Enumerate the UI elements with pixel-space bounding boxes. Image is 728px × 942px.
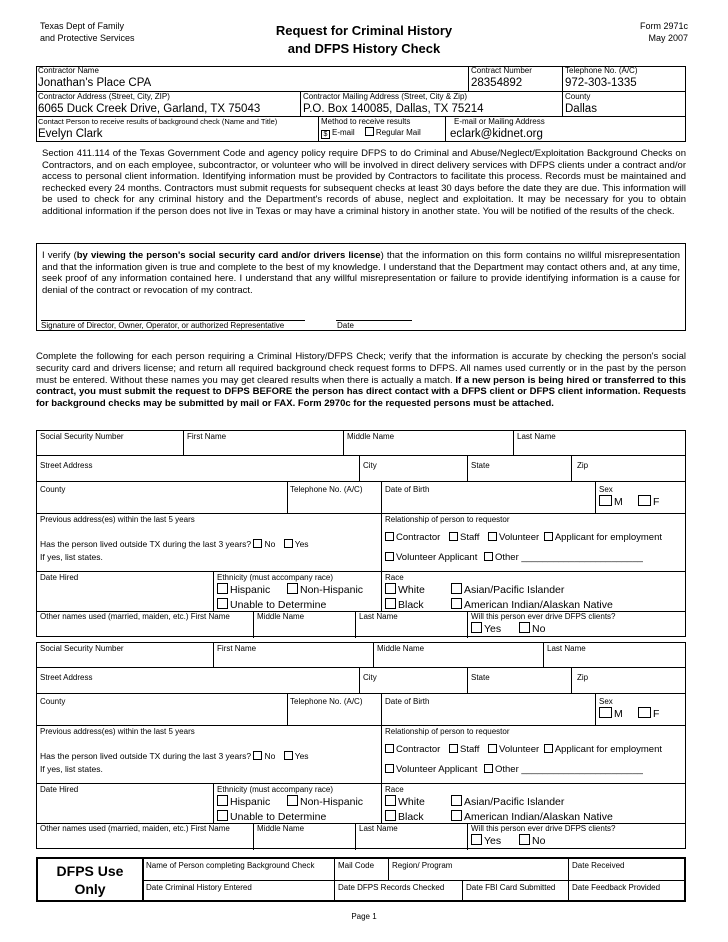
dfps-use-line-1: DFPS Use xyxy=(56,863,124,879)
volunteer-applicant-checkbox[interactable] xyxy=(385,764,394,773)
dfps-checked-label[interactable]: Date DFPS Records Checked xyxy=(338,883,445,892)
other-names-row[interactable] xyxy=(40,824,230,834)
non-hispanic-option[interactable] xyxy=(287,795,363,808)
row-divider xyxy=(142,880,684,881)
contact-person-value: Evelyn Clark xyxy=(38,128,103,140)
form-no: Form 2971c xyxy=(639,21,688,31)
results-address-value: eclark@kidnet.org xyxy=(450,128,543,140)
american-indian-label: American Indian/Alaskan Native xyxy=(464,599,613,611)
row-divider xyxy=(37,667,685,668)
state-label[interactable]: State xyxy=(471,673,490,682)
hispanic-label: Hispanic xyxy=(230,584,271,596)
other-checkbox[interactable] xyxy=(484,552,493,561)
contract-number-label: Contract Number xyxy=(471,66,532,75)
col-divider xyxy=(373,643,374,667)
contractor-name-value: Jonathan's Place CPA xyxy=(38,77,152,89)
asian-label: Asian/Pacific Islander xyxy=(464,584,565,596)
male-label: M xyxy=(614,496,623,508)
results-address-label: E-mail or Mailing Address xyxy=(454,117,545,126)
relationship-row-1 xyxy=(385,532,662,544)
verification-box xyxy=(36,243,686,331)
middle-name-label[interactable]: Middle Name xyxy=(377,644,425,653)
applicant-label: Applicant for employment xyxy=(554,744,663,755)
asian-checkbox[interactable] xyxy=(451,795,462,806)
drive-yes-label: Yes xyxy=(484,623,502,635)
regular-mail-option[interactable] xyxy=(365,128,421,137)
non-hispanic-option[interactable] xyxy=(287,583,363,596)
form-title xyxy=(0,22,728,58)
applicant-checkbox[interactable] xyxy=(544,744,553,753)
drive-yes-checkbox[interactable] xyxy=(471,834,482,845)
non-hispanic-label: Non-Hispanic xyxy=(300,584,364,596)
list-states-label[interactable]: If yes, list states. xyxy=(40,552,103,562)
date-label: Date xyxy=(337,321,354,330)
col-divider xyxy=(253,823,254,850)
contact-person-field[interactable] xyxy=(36,116,318,142)
dfps-use-line-2: Only xyxy=(74,881,106,897)
email-checkbox[interactable]: $ xyxy=(321,130,330,139)
city-label[interactable]: City xyxy=(363,673,377,682)
col-divider xyxy=(355,611,356,638)
sex-female-option[interactable] xyxy=(638,495,659,508)
american-indian-checkbox[interactable] xyxy=(451,810,462,821)
city-label[interactable]: City xyxy=(363,461,377,470)
relationship-row-2 xyxy=(385,764,643,776)
col-divider xyxy=(287,481,288,513)
staff-label: Staff xyxy=(460,744,480,755)
outside-no-checkbox[interactable] xyxy=(253,751,262,760)
sex-label: Sex xyxy=(599,697,613,706)
hispanic-option[interactable] xyxy=(217,795,270,808)
instructions xyxy=(36,351,686,410)
col-divider xyxy=(381,783,382,823)
street-label[interactable]: Street Address xyxy=(40,461,93,470)
contractor-phone-field[interactable] xyxy=(562,66,686,91)
female-checkbox[interactable] xyxy=(638,495,651,506)
col-divider xyxy=(213,571,214,611)
col-divider xyxy=(381,481,382,513)
row-divider xyxy=(37,513,685,514)
ssn-label[interactable]: Social Security Number xyxy=(40,432,124,441)
county-label[interactable]: County xyxy=(40,485,66,494)
last-name-label[interactable]: Last Name xyxy=(547,644,586,653)
black-checkbox[interactable] xyxy=(385,598,396,609)
col-divider xyxy=(467,667,468,693)
outside-tx-label: Has the person lived outside TX during the last 3 years? xyxy=(40,751,252,761)
ethnicity-label: Ethnicity (must accompany race) xyxy=(217,785,334,794)
white-label: White xyxy=(398,584,425,596)
previous-address-label[interactable]: Previous address(es) within the last 5 years xyxy=(40,515,195,524)
outside-no-checkbox[interactable] xyxy=(253,539,262,548)
contractor-phone-value: 972-303-1335 xyxy=(565,77,637,89)
method-field xyxy=(318,116,445,142)
outside-tx-label: Has the person lived outside TX during the last 3 years? xyxy=(40,539,252,549)
col-divider xyxy=(595,481,596,513)
contractor-box xyxy=(36,66,686,142)
american-indian-label: American Indian/Alaskan Native xyxy=(464,811,613,823)
volunteer-applicant-label: Volunteer Applicant xyxy=(396,552,478,563)
sex-male-option[interactable] xyxy=(599,707,623,720)
race-label: Race xyxy=(385,573,404,582)
contract-number-value: 28354892 xyxy=(471,77,523,89)
other-names-last-label[interactable]: Last Name xyxy=(359,824,398,833)
col-divider xyxy=(462,880,463,900)
person-block-1 xyxy=(36,430,686,637)
outside-tx-question xyxy=(40,538,309,550)
other-label: Other _______________________ xyxy=(494,764,643,775)
male-label: M xyxy=(614,708,623,720)
feedback-label[interactable]: Date Feedback Provided xyxy=(572,883,661,892)
col-divider xyxy=(571,455,572,481)
ssn-label[interactable]: Social Security Number xyxy=(40,644,124,653)
col-divider xyxy=(467,611,468,638)
col-divider xyxy=(595,693,596,725)
drive-no-checkbox[interactable] xyxy=(519,834,530,845)
last-name-label[interactable]: Last Name xyxy=(517,432,556,441)
list-states-label[interactable]: If yes, list states. xyxy=(40,764,103,774)
col-divider xyxy=(543,643,544,667)
american-indian-option[interactable] xyxy=(451,598,613,611)
verify-pre: I verify ( xyxy=(42,250,77,261)
method-options xyxy=(319,127,445,139)
title-line-1: Request for Criminal History xyxy=(275,23,453,38)
verification-text xyxy=(42,250,680,296)
other-label: Other _______________________ xyxy=(494,552,643,563)
col-divider xyxy=(467,455,468,481)
asian-checkbox[interactable] xyxy=(451,583,462,594)
mail-code-label[interactable]: Mail Code xyxy=(338,861,375,870)
white-checkbox[interactable] xyxy=(385,583,396,594)
contractor-county-value: Dallas xyxy=(565,103,597,115)
contact-person-label: Contact Person to receive results of background check (Name and Title) xyxy=(38,117,278,126)
contractor-mailing-value: P.O. Box 140085, Dallas, TX 75214 xyxy=(303,103,484,115)
outside-no-label: No xyxy=(264,751,276,761)
outside-yes-label: Yes xyxy=(294,539,309,549)
black-checkbox[interactable] xyxy=(385,810,396,821)
asian-label: Asian/Pacific Islander xyxy=(464,796,565,808)
person-block-2 xyxy=(36,642,686,849)
white-label: White xyxy=(398,796,425,808)
non-hispanic-checkbox[interactable] xyxy=(287,583,298,594)
unable-option[interactable] xyxy=(217,810,326,823)
dfps-use-only-label xyxy=(38,859,142,900)
contractor-name-label: Contractor Name xyxy=(38,66,99,75)
col-divider xyxy=(355,823,356,850)
other-names-middle-label[interactable]: Middle Name xyxy=(257,612,305,621)
drive-no-option[interactable] xyxy=(519,622,545,635)
contractor-mailing-label: Contractor Mailing Address (Street, City & Zip) xyxy=(303,92,468,101)
first-name-label[interactable]: First Name xyxy=(187,432,227,441)
female-checkbox[interactable] xyxy=(638,707,651,718)
unable-option[interactable] xyxy=(217,598,326,611)
col-divider xyxy=(287,693,288,725)
instructions-bold: If a new person is being hired or transferred to this contract, you must submit the request to DFPS BEFORE the person has direct contact with a DFPS client or DFPS client information. Requests for background checks may be submitted by mail or FAX. Form 2970c for the requested persons must be attached. xyxy=(36,374,687,410)
middle-name-label[interactable]: Middle Name xyxy=(347,432,395,441)
staff-checkbox[interactable] xyxy=(449,532,458,541)
drive-no-label: No xyxy=(532,835,546,847)
drive-no-option[interactable] xyxy=(519,834,545,847)
previous-address-label[interactable]: Previous address(es) within the last 5 years xyxy=(40,727,195,736)
first-name-label[interactable]: First Name xyxy=(217,644,257,653)
applicant-checkbox[interactable] xyxy=(544,532,553,541)
row-divider xyxy=(37,693,685,694)
contractor-address-label: Contractor Address (Street, City, ZIP) xyxy=(38,92,170,101)
regular-mail-checkbox[interactable] xyxy=(365,127,374,136)
outside-yes-checkbox[interactable] xyxy=(284,539,293,548)
contract-number-field[interactable] xyxy=(468,66,562,91)
col-divider xyxy=(359,455,360,481)
form-number xyxy=(640,20,688,44)
american-indian-checkbox[interactable] xyxy=(451,598,462,609)
col-divider xyxy=(359,667,360,693)
volunteer-label: Volunteer xyxy=(499,744,540,755)
race-label: Race xyxy=(385,785,404,794)
email-option[interactable] xyxy=(321,128,355,137)
row-divider xyxy=(37,481,685,482)
other-checkbox[interactable] xyxy=(484,764,493,773)
date-hired-label[interactable]: Date Hired xyxy=(40,573,79,582)
results-address-field[interactable] xyxy=(445,116,686,142)
row-divider xyxy=(37,455,685,456)
col-divider xyxy=(343,431,344,455)
verify-post: ) that the information on this form contains no willful misrepresentation and that the information given is true and complete to the best of my knowledge. I understand that the Department may contact others and, at any time, seek proof of any information contained here. I understand that any willful misrepresentation or failure to provide identifying information is a cause for denial of the contract or revocation of my contract. xyxy=(42,250,681,296)
sex-female-option[interactable] xyxy=(638,707,659,720)
hispanic-checkbox[interactable] xyxy=(217,795,228,806)
contractor-label: Contractor xyxy=(396,532,441,543)
col-divider xyxy=(213,643,214,667)
other-names-row[interactable] xyxy=(40,612,230,622)
asian-option[interactable] xyxy=(451,583,564,596)
unable-checkbox[interactable] xyxy=(217,810,228,821)
contractor-address-field[interactable] xyxy=(36,91,300,116)
relationship-row-2 xyxy=(385,552,643,564)
instructions-normal: Complete the following for each person requiring a Criminal History/DFPS Check; verify that the information is accurate by checking the person's social security card and drivers license; and return all required background check request forms to DFPS. All names used currently or in the past by the person must be entered. Without these names you may get cleared results when there is actually a match. xyxy=(36,351,686,386)
col-divider xyxy=(381,513,382,571)
phone-label[interactable]: Telephone No. (A/C) xyxy=(290,485,363,494)
state-label[interactable]: State xyxy=(471,461,490,470)
contractor-checkbox[interactable] xyxy=(385,532,394,541)
american-indian-option[interactable] xyxy=(451,810,613,823)
relationship-label: Relationship of person to requestor xyxy=(385,727,510,736)
volunteer-applicant-checkbox[interactable] xyxy=(385,552,394,561)
contractor-label: Contractor xyxy=(396,744,441,755)
hispanic-checkbox[interactable] xyxy=(217,583,228,594)
contractor-phone-label: Telephone No. (A/C) xyxy=(565,66,638,75)
staff-checkbox[interactable] xyxy=(449,744,458,753)
other-names-middle-label[interactable]: Middle Name xyxy=(257,824,305,833)
female-label: F xyxy=(653,708,660,720)
asian-option[interactable] xyxy=(451,795,564,808)
contractor-county-label: County xyxy=(565,92,591,101)
non-hispanic-checkbox[interactable] xyxy=(287,795,298,806)
male-checkbox[interactable] xyxy=(599,495,612,506)
email-option-label: E-mail xyxy=(332,128,355,137)
black-option[interactable] xyxy=(385,810,424,823)
drive-yes-checkbox[interactable] xyxy=(471,622,482,633)
black-label: Black xyxy=(398,811,424,823)
volunteer-label: Volunteer xyxy=(499,532,540,543)
col-divider xyxy=(388,859,389,880)
relationship-row-1 xyxy=(385,744,662,756)
title-line-2: and DFPS History Check xyxy=(287,41,441,56)
fbi-submitted-label[interactable]: Date FBI Card Submitted xyxy=(466,883,556,892)
method-label: Method to receive results xyxy=(321,117,411,126)
drive-question-label: Will this person ever drive DFPS clients? xyxy=(471,612,616,621)
regular-mail-label: Regular Mail xyxy=(375,128,421,137)
white-option[interactable] xyxy=(385,583,425,596)
white-option[interactable] xyxy=(385,795,425,808)
dfps-use-only-box xyxy=(36,857,686,902)
county-label[interactable]: County xyxy=(40,697,66,706)
contractor-county-field[interactable] xyxy=(562,91,686,116)
ethnicity-label: Ethnicity (must accompany race) xyxy=(217,573,334,582)
drive-yes-option[interactable] xyxy=(471,622,501,635)
col-divider xyxy=(381,725,382,783)
col-divider xyxy=(334,859,335,900)
col-divider xyxy=(568,859,569,900)
contractor-name-field[interactable] xyxy=(36,66,468,91)
zip-label[interactable]: Zip xyxy=(577,461,589,470)
col-divider xyxy=(213,783,214,823)
sex-label: Sex xyxy=(599,485,613,494)
non-hispanic-label: Non-Hispanic xyxy=(300,796,364,808)
other-names-first-label: Other names used (married, maiden, etc.) First Name xyxy=(40,612,230,621)
unable-label: Unable to Determine xyxy=(230,599,327,611)
agency-line-2: and Protective Services xyxy=(40,33,135,43)
other-names-last-label[interactable]: Last Name xyxy=(359,612,398,621)
contractor-checkbox[interactable] xyxy=(385,744,394,753)
dob-label[interactable]: Date of Birth xyxy=(385,485,430,494)
black-option[interactable] xyxy=(385,598,424,611)
col-divider xyxy=(381,693,382,725)
date-received-label[interactable]: Date Received xyxy=(572,861,625,870)
female-label: F xyxy=(653,496,660,508)
contractor-mailing-field[interactable] xyxy=(300,91,562,116)
drive-no-checkbox[interactable] xyxy=(519,622,530,633)
date-hired-label[interactable]: Date Hired xyxy=(40,785,79,794)
row-divider xyxy=(37,783,685,784)
hispanic-label: Hispanic xyxy=(230,796,271,808)
black-label: Black xyxy=(398,599,424,611)
ch-entered-label[interactable]: Date Criminal History Entered xyxy=(146,883,252,892)
col-divider xyxy=(513,431,514,455)
drive-no-label: No xyxy=(532,623,546,635)
other-names-first-label: Other names used (married, maiden, etc.) First Name xyxy=(40,824,230,833)
outside-tx-question xyxy=(40,750,309,762)
region-program-label[interactable]: Region/ Program xyxy=(392,861,453,870)
hispanic-option[interactable] xyxy=(217,583,270,596)
applicant-label: Applicant for employment xyxy=(554,532,663,543)
volunteer-checkbox[interactable] xyxy=(488,744,497,753)
outside-yes-checkbox[interactable] xyxy=(284,751,293,760)
drive-yes-label: Yes xyxy=(484,835,502,847)
verify-bold: by viewing the person's social security card and/or drivers license xyxy=(76,250,381,261)
sex-male-option[interactable] xyxy=(599,495,623,508)
completing-person-label[interactable]: Name of Person completing Background Check xyxy=(146,861,315,870)
contractor-address-value: 6065 Duck Creek Drive, Garland, TX 75043 xyxy=(38,103,261,115)
outside-yes-label: Yes xyxy=(294,751,309,761)
page-number: Page 1 xyxy=(351,912,377,921)
section-411-text: Section 411.114 of the Texas Government Code and agency policy require DFPS to do Criminal and Abuse/Neglect/Exploitation Background Checks on Contractors, and on each employee, subcontractor, or volunteer who will be involved in direct delivery services with DFPS clients under a contract and/or access to personal client information. Identifying information must be provided by Contractors to facilitate this process. Records must be maintained and rechecked every 24 months. Contractors must submit requests for subsequent checks at least 30 days before the date they are due. This information will be used to check for any criminal history and the Department's records of abuse, neglect and exploitation. It may be necessary for you to obtain additional information if the person does not live in Texas or may have a criminal history in another state. You will be notified of the results of the check. xyxy=(42,148,686,217)
col-divider xyxy=(571,667,572,693)
unable-checkbox[interactable] xyxy=(217,598,228,609)
col-divider xyxy=(467,823,468,850)
male-checkbox[interactable] xyxy=(599,707,612,718)
zip-label[interactable]: Zip xyxy=(577,673,589,682)
signature-label: Signature of Director, Owner, Operator, or authorized Representative xyxy=(41,321,285,330)
col-divider xyxy=(381,571,382,611)
agency-line-1: Texas Dept of Family xyxy=(40,21,125,31)
phone-label[interactable]: Telephone No. (A/C) xyxy=(290,697,363,706)
col-divider xyxy=(253,611,254,638)
white-checkbox[interactable] xyxy=(385,795,396,806)
form-date: May 2007 xyxy=(648,33,688,43)
drive-yes-option[interactable] xyxy=(471,834,501,847)
staff-label: Staff xyxy=(460,532,480,543)
volunteer-checkbox[interactable] xyxy=(488,532,497,541)
outside-no-label: No xyxy=(264,539,276,549)
row-divider xyxy=(37,725,685,726)
unable-label: Unable to Determine xyxy=(230,811,327,823)
dob-label[interactable]: Date of Birth xyxy=(385,697,430,706)
col-divider xyxy=(183,431,184,455)
relationship-label: Relationship of person to requestor xyxy=(385,515,510,524)
street-label[interactable]: Street Address xyxy=(40,673,93,682)
drive-question-label: Will this person ever drive DFPS clients? xyxy=(471,824,616,833)
row-divider xyxy=(37,571,685,572)
volunteer-applicant-label: Volunteer Applicant xyxy=(396,764,478,775)
